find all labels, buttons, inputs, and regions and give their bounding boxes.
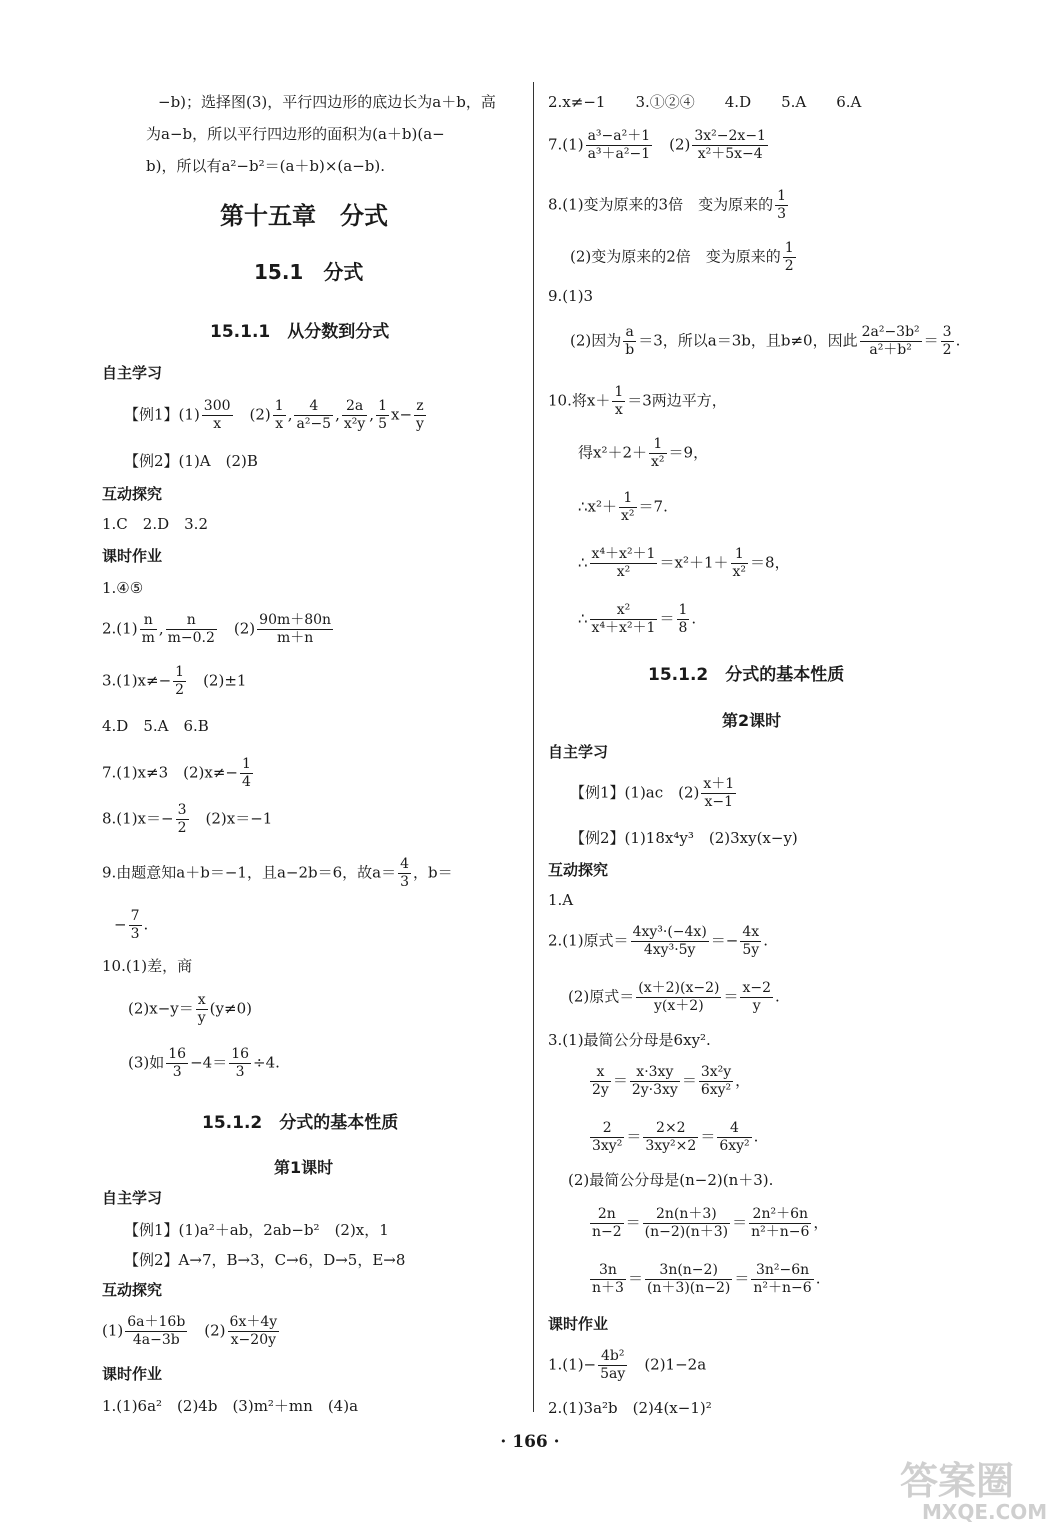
equation-3-4: $\frac{3n}{n+3}$ ＝ $\frac{3n(n-2)}{(n+3)(n-2)}$ ＝ $\frac{\text{3n²−6n}}{\text{n²＋n−6}}$ . [592,1262,821,1296]
homework-heading-3: 课时作业 [548,1315,609,1333]
answer-9-2: (2)因为 $\frac{a}{b}$ ＝3，所以a＝3b，且b≠0，因此 $\frac{\text{2a²−3b²}}{\text{a²＋b²}}$ ＝ $\frac{3}{2}$ . [570,324,961,358]
fraction: $\frac{1}{\text{x²}}$ [621,490,635,524]
interactive-answer-2-1: 2.(1)原式＝ $\frac{\text{4xy³·(−4x)}}{\text{4xy³·5y}}$ ＝− $\frac{4x}{5y}$ . [548,924,768,958]
fraction: $\frac{90m+80n}{m+n}$ [259,612,332,646]
interactive-answer-3-2: (2)最简公分母是(n−2)(n＋3). [568,1171,774,1189]
answer-10-3: (3)如 $\frac{16}{3}$ −4＝ $\frac{16}{3}$ ÷4. [128,1046,280,1080]
equation-3-2: $\frac{2}{\text{3xy²}}$ ＝ $\frac{2\times 2}{\text{3xy²×2}}$ ＝ $\frac{4}{\text{6xy²}}$ . [592,1120,759,1154]
fraction: $\frac{x}{y}$ [197,992,206,1026]
subsection-title-2: 15.1.2 分式的基本性质 [202,1113,399,1133]
page-number: · 166 · [500,1432,560,1452]
fraction: $\frac{1}{5}$ [378,398,387,432]
lesson2-example-2: 【例2】(1)18x⁴y³ (2)3xy(x−y) [570,829,798,847]
fraction: $\frac{2n(n+3)}{(n-2)(n+3)}$ [644,1206,729,1240]
fraction: $\frac{\text{2n²＋6n}}{\text{n²＋n−6}}$ [751,1206,810,1240]
fraction: $\frac{2n}{n-2}$ [592,1206,622,1240]
homework-answer-1: 1.(1)− $\frac{\text{4b²}}{5ay}$ (2)1−2a [548,1348,707,1382]
continued-text-line-1: −b)；选择图(3)，平行四边形的底边长为a＋b，高 [158,93,496,111]
fraction: $\frac{x+1}{x-1}$ [703,776,735,810]
fraction: $\frac{1}{\text{x²}}$ [732,546,747,580]
lesson2-example-1: 【例1】(1)ac (2) $\frac{x+1}{x-1}$ [570,776,735,810]
fraction: $\frac{2\times 2}{\text{3xy²×2}}$ [645,1120,697,1154]
lesson1-example-2: 【例2】A→7，B→3，C→6，D→5，E→8 [124,1251,406,1269]
fraction: $\frac{1}{4}$ [241,756,251,790]
column-divider [533,82,534,1412]
fraction: $\frac{3}{2}$ [942,324,952,358]
answer-10-line-1: 10.将x＋ $\frac{1}{x}$ ＝3两边平方， [548,384,727,418]
fraction: $\frac{1}{2}$ [784,240,794,274]
fraction: $\frac{3n}{n+3}$ [592,1262,624,1296]
subsection-title-3: 15.1.2 分式的基本性质 [648,665,845,685]
fraction: $\frac{\text{4xy³·(−4x)}}{\text{4xy³·5y}}$ [632,924,707,958]
fraction: $\frac{\text{4b²}}{5ay}$ [600,1348,626,1382]
answer-10-line-5: ∴ $\frac{\text{x²}}{\text{x⁴＋x²＋1}}$ ＝ $\frac{1}{8}$ . [578,602,697,636]
lesson-title-2: 第2课时 [722,711,782,730]
answer-9-line-1: 9.由题意知a＋b＝−1，且a−2b＝6，故a＝ $\frac{4}{3}$ ，b＝ [102,856,453,890]
fraction: $\frac{2}{\text{3xy²}}$ [592,1120,623,1154]
watermark-logo [900,1450,1050,1530]
answer-7: 7.(1) $\frac{\text{a³−a²＋1}}{\text{a³＋a²−1}}$ (2) $\frac{\text{3x²−2x−1}}{\text{x²＋5x−4}}$ [548,128,766,162]
fraction: $\frac{6a+16b}{4a-3b}$ [127,1314,186,1348]
homework-heading-2: 课时作业 [102,1365,163,1383]
fraction: $\frac{n}{m-0.2}$ [167,612,215,646]
fraction: $\frac{3n(n-2)}{(n+3)(n-2)}$ [646,1262,731,1296]
answer-8: 8.(1)x＝− $\frac{3}{2}$ (2)x＝−1 [102,802,273,836]
answer-9-line-2: − $\frac{7}{3}$ . [114,908,149,942]
fraction: $\frac{x-2}{y}$ [742,980,771,1014]
fraction: $\frac{\text{x⁴＋x²＋1}}{\text{x²}}$ [591,546,656,580]
answer-10-2: (2)x−y＝ $\frac{x}{y}$ (y≠0) [128,992,252,1026]
answer-10-line-2: 得x²＋2＋ $\frac{1}{\text{x²}}$ ＝9， [578,436,709,470]
subsection-title: 15.1.1 从分数到分式 [210,322,390,342]
fraction: $\frac{16}{3}$ [231,1046,250,1080]
example-2: 【例2】(1)A (2)B [124,452,258,470]
homework-heading: 课时作业 [102,547,163,565]
fraction: $\frac{n}{m}$ [141,612,155,646]
fraction: $\frac{6x+4y}{x-20y}$ [229,1314,278,1348]
fraction: $\frac{\text{2a²−3b²}}{\text{a²＋b²}}$ [861,324,920,358]
fraction: $\frac{300}{x}$ [203,398,231,432]
answer-4-6: 4.D 5.A 6.B [102,717,209,735]
self-study-heading: 自主学习 [102,364,163,382]
fraction: $\frac{\text{3x²y}}{\text{6xy²}}$ [700,1064,732,1098]
fraction: $\frac{1}{8}$ [678,602,688,636]
fraction: $\frac{4}{\text{a²−5}}$ [296,398,332,432]
fraction: $\frac{z}{y}$ [416,398,424,432]
answer-10-line-4: ∴ $\frac{\text{x⁴＋x²＋1}}{\text{x²}}$ ＝x²＋1＋ $\frac{1}{\text{x²}}$ ＝8， [578,546,790,580]
fraction: $\frac{a}{b}$ [625,324,635,358]
fraction: $\frac{x\cdot 3xy}{2y\cdot 3xy}$ [631,1064,678,1098]
interactive-answer-2-2: (2)原式＝ $\frac{(x+2)(x-2)}{y(x+2)}$ ＝ $\frac{x-2}{y}$ . [568,980,780,1014]
fraction: $\frac{(x+2)(x-2)}{y(x+2)}$ [638,980,720,1014]
watermark-url: MXQE.COM [922,1500,1048,1524]
fraction: $\frac{16}{3}$ [168,1046,187,1080]
fraction: $\frac{1}{\text{x²}}$ [651,436,665,470]
homework-answer-1: 1.(1)6a² (2)4b (3)m²＋mn (4)a [102,1397,359,1415]
interactive-heading-3: 互动探究 [548,861,609,879]
interactive-answer-1: 1.A [548,891,574,909]
answer-8-2: (2)变为原来的2倍 变为原来的 $\frac{1}{2}$ [570,240,794,274]
homework-answer-2: 2.(1)3a²b (2)4(x−1)² [548,1399,712,1417]
interactive-heading-2: 互动探究 [102,1281,163,1299]
section-title: 15.1 分式 [254,260,364,284]
equation-3-3: $\frac{2n}{n-2}$ ＝ $\frac{2n(n+3)}{(n-2)(n+3)}$ ＝ $\frac{\text{2n²＋6n}}{\text{n²＋n−6}}$ ， [592,1206,829,1240]
fraction: $\frac{2a}{\text{x²y}}$ [343,398,366,432]
interactive-answer-3: 3.(1)最简公分母是6xy². [548,1031,711,1049]
fraction: $\frac{3}{2}$ [177,802,187,836]
lesson-title-1: 第1课时 [274,1158,334,1177]
watermark-text: 答案圈 [900,1459,1015,1503]
fraction: $\frac{1}{x}$ [274,398,284,432]
answer-3: 3.(1)x≠− $\frac{1}{2}$ (2)±1 [102,664,247,698]
self-study-heading-2: 自主学习 [102,1189,163,1207]
fraction: $\frac{1}{3}$ [777,188,787,222]
interactive-answer: (1) $\frac{6a+16b}{4a-3b}$ (2) $\frac{6x+4y}{x-20y}$ [102,1314,278,1348]
answer-line: 1.C 2.D 3.2 [102,515,208,533]
answer-8-1: 8.(1)变为原来的3倍 变为原来的 $\frac{1}{3}$ [548,188,787,222]
continued-text-line-3: b)，所以有a²−b²＝(a＋b)×(a−b). [146,157,385,175]
answer-7: 7.(1)x≠3 (2)x≠− $\frac{1}{4}$ [102,756,251,790]
fraction: $\frac{\text{3n²−6n}}{\text{n²＋n−6}}$ [753,1262,812,1296]
fraction: $\frac{4x}{5y}$ [742,924,760,958]
fraction: $\frac{\text{x²}}{\text{x⁴＋x²＋1}}$ [591,602,656,636]
fraction: $\frac{4}{3}$ [400,856,410,890]
fraction: $\frac{\text{a³−a²＋1}}{\text{a³＋a²−1}}$ [587,128,651,162]
fraction: $\frac{4}{\text{6xy²}}$ [719,1120,750,1154]
interactive-heading: 互动探究 [102,485,163,503]
lesson1-example-1: 【例1】(1)a²＋ab，2ab−b² (2)x，1 [124,1221,389,1239]
example-1: 【例1】(1) $\frac{300}{x}$ (2) $\frac{1}{x}$ , $\frac{4}{\text{a²−5}}$ , $\frac{2a}{\text{x²y}}$ , $\frac{1}{5}$ x− $\frac{z}{y}$ [124,398,424,432]
fraction: $\frac{1}{x}$ [614,384,624,418]
equation-3-1: $\frac{x}{2y}$ ＝ $\frac{x\cdot 3xy}{2y\cdot 3xy}$ ＝ $\frac{\text{3x²y}}{\text{6xy²}}$ ， [592,1064,751,1098]
continued-text-line-2: 为a−b，所以平行四边形的面积为(a＋b)(a− [146,125,445,143]
fraction: $\frac{7}{3}$ [130,908,140,942]
self-study-heading-3: 自主学习 [548,743,609,761]
answer-9-1: 9.(1)3 [548,287,594,305]
answer-2: 2.(1) $\frac{n}{m}$ , $\frac{n}{m-0.2}$ (2) $\frac{90m+80n}{m+n}$ [102,612,332,646]
answer-1: 1.④⑤ [102,579,144,597]
fraction: $\frac{\text{3x²−2x−1}}{\text{x²＋5x−4}}$ [694,128,766,162]
answer-2-6: 2.x≠−1 3.①②④ 4.D 5.A 6.A [548,93,862,111]
fraction: $\frac{x}{2y}$ [592,1064,609,1098]
fraction: $\frac{1}{2}$ [175,664,185,698]
answer-10-line-3: ∴x²＋ $\frac{1}{\text{x²}}$ ＝7. [578,490,668,524]
answer-10: 10.(1)差，商 [102,957,193,975]
chapter-title: 第十五章 分式 [220,202,388,230]
